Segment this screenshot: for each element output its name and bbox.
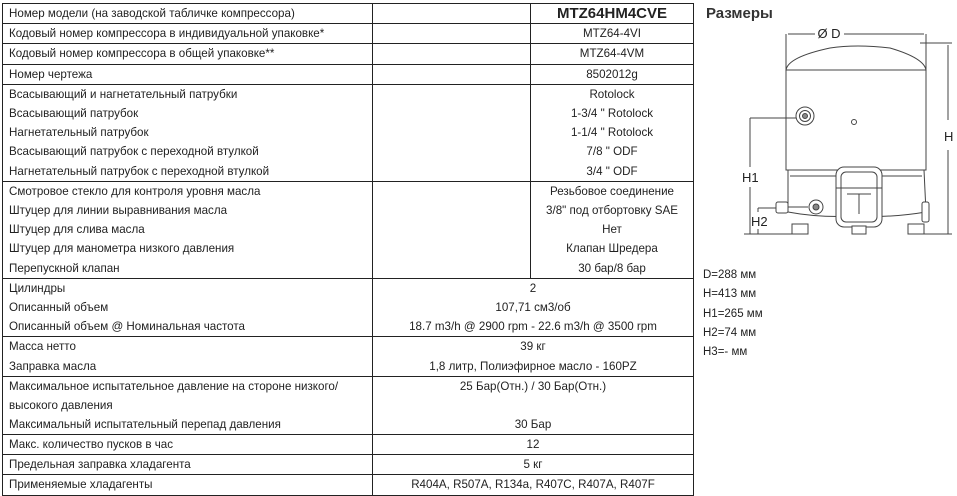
height-label: H	[944, 129, 954, 144]
empty-cell	[373, 142, 531, 161]
table-row	[3, 455, 694, 475]
h2-label: H2	[751, 214, 768, 229]
dimension-h1: H1=265 мм	[703, 307, 763, 320]
row-label: Описанный объем	[3, 298, 373, 317]
dimension-h2: H2=74 мм	[703, 326, 757, 339]
row-value: 30 Бар	[373, 415, 694, 435]
row-label: Применяемые хладагенты	[3, 475, 373, 495]
row-label: Смотровое стекло для контроля уровня масла	[3, 181, 373, 201]
table-row	[3, 317, 694, 337]
row-value: 18.7 m3/h @ 2900 rpm - 22.6 m3/h @ 3500 rpm	[373, 317, 694, 337]
table-row	[3, 162, 694, 182]
empty-cell	[373, 4, 531, 24]
row-value: 25 Бар(Отн.) / 30 Бар(Отн.)	[373, 376, 694, 415]
table-row	[3, 201, 694, 220]
row-label: Номер модели (на заводской табличке компрессора)	[3, 4, 373, 24]
row-label: Штуцер для линии выравнивания масла	[3, 201, 373, 220]
row-value: 107,71 см3/об	[373, 298, 694, 317]
row-value: 5 кг	[373, 455, 694, 475]
row-value: Rotolock	[531, 84, 694, 104]
row-label: Нагнетательный патрубок с переходной втулкой	[3, 162, 373, 182]
table-row	[3, 220, 694, 239]
empty-cell	[373, 181, 531, 201]
row-label: Масса нетто	[3, 337, 373, 357]
row-value: 12	[373, 435, 694, 455]
row-value: MTZ64-4VI	[531, 24, 694, 44]
dimensions-title: Размеры	[706, 5, 773, 22]
table-row	[3, 239, 694, 258]
row-value: 7/8 " ODF	[531, 142, 694, 161]
row-label: Заправка масла	[3, 357, 373, 377]
table-row	[3, 357, 694, 377]
row-label: Кодовый номер компрессора в индивидуальной упаковке*	[3, 24, 373, 44]
row-value: 8502012g	[531, 64, 694, 84]
empty-cell	[373, 162, 531, 182]
row-label: Нагнетательный патрубок	[3, 123, 373, 142]
table-row	[3, 278, 694, 298]
row-value: Клапан Шредера	[531, 239, 694, 258]
row-label: Номер чертежа	[3, 64, 373, 84]
table-row	[3, 298, 694, 317]
table-row	[3, 64, 694, 84]
row-label: Максимальное испытательное давление на стороне низкого/высокого давления	[3, 376, 373, 415]
table-row	[3, 142, 694, 161]
model-name: MTZ64HM4CVE	[531, 4, 694, 24]
row-label: Всасывающий патрубок с переходной втулкой	[3, 142, 373, 161]
row-value: R404A, R507A, R134a, R407C, R407A, R407F	[373, 475, 694, 495]
row-label: Цилиндры	[3, 278, 373, 298]
row-value: 1-3/4 " Rotolock	[531, 104, 694, 123]
empty-cell	[373, 220, 531, 239]
table-row	[3, 337, 694, 357]
row-value: 2	[373, 278, 694, 298]
row-value: 3/4 " ODF	[531, 162, 694, 182]
row-label: Максимальный испытательный перепад давления	[3, 415, 373, 435]
spec-table	[2, 3, 694, 496]
empty-cell	[373, 201, 531, 220]
row-value: 30 бар/8 бар	[531, 259, 694, 279]
table-row	[3, 475, 694, 495]
table-row	[3, 181, 694, 201]
table-row	[3, 104, 694, 123]
empty-cell	[373, 239, 531, 258]
row-value: 3/8" под отбортовку SAE	[531, 201, 694, 220]
row-value: 1,8 литр, Полиэфирное масло - 160PZ	[373, 357, 694, 377]
row-label: Перепускной клапан	[3, 259, 373, 279]
empty-cell	[373, 24, 531, 44]
row-value: Резьбовое соединение	[531, 181, 694, 201]
row-label: Предельная заправка хладагента	[3, 455, 373, 475]
table-row	[3, 123, 694, 142]
row-label: Штуцер для слива масла	[3, 220, 373, 239]
row-label: Всасывающий и нагнетательный патрубки	[3, 84, 373, 104]
row-value: 1-1/4 " Rotolock	[531, 123, 694, 142]
dome	[786, 46, 926, 70]
empty-cell	[373, 64, 531, 84]
row-label: Штуцер для манометра низкого давления	[3, 239, 373, 258]
compressor-diagram	[740, 22, 955, 252]
dimension-d: D=288 мм	[703, 269, 757, 281]
empty-cell	[373, 84, 531, 104]
empty-cell	[373, 123, 531, 142]
dimensions-list	[703, 266, 763, 362]
empty-cell	[373, 44, 531, 64]
table-row	[3, 44, 694, 64]
empty-cell	[373, 104, 531, 123]
table-row	[3, 259, 694, 279]
row-value: 39 кг	[373, 337, 694, 357]
table-row	[3, 24, 694, 44]
row-label: Описанный объем @ Номинальная частота	[3, 317, 373, 337]
diameter-label: Ø D	[817, 26, 841, 41]
row-label: Макс. количество пусков в час	[3, 435, 373, 455]
table-row	[3, 376, 694, 415]
dimension-h3: H3=- мм	[703, 346, 748, 359]
h1-label: H1	[742, 170, 759, 185]
table-row	[3, 84, 694, 104]
table-row	[3, 435, 694, 455]
row-label: Всасывающий патрубок	[3, 104, 373, 123]
dimension-h: H=413 мм	[703, 288, 757, 301]
row-label: Кодовый номер компрессора в общей упаковке**	[3, 44, 373, 64]
table-row	[3, 4, 694, 24]
table-row	[3, 415, 694, 435]
empty-cell	[373, 259, 531, 279]
row-value: Нет	[531, 220, 694, 239]
row-value: MTZ64-4VM	[531, 44, 694, 64]
